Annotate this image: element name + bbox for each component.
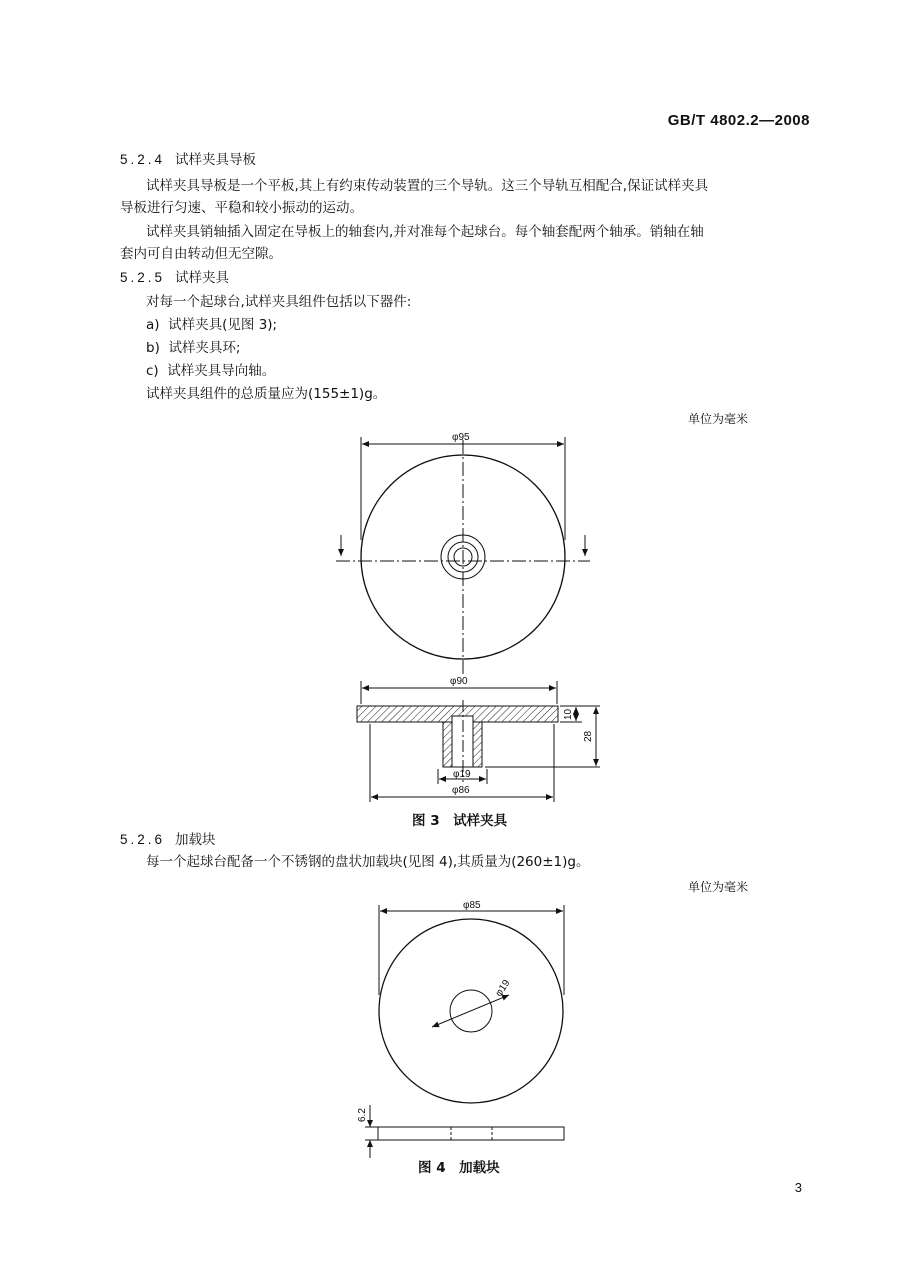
dim-section-top: φ90	[450, 676, 468, 687]
section-title: 加载块	[175, 832, 216, 848]
list-marker: c)	[146, 363, 159, 379]
dim-outer: φ85	[463, 900, 481, 911]
list-marker: a)	[146, 317, 160, 333]
paragraph-line: 导板进行匀速、平稳和较小振动的运动。	[120, 200, 363, 216]
dim-hub: φ19	[453, 769, 471, 780]
paragraph-line: 对每一个起球台,试样夹具组件包括以下器件:	[146, 294, 412, 310]
figure3-section-view	[357, 681, 600, 802]
list-text: 试样夹具(见图 3);	[168, 317, 278, 333]
paragraph-line: 试样夹具组件的总质量应为(155±1)g。	[146, 386, 387, 402]
dim-plate-thickness: 6.2	[357, 1108, 368, 1122]
section-number: 5.2.6	[120, 832, 166, 847]
dim-height: 28	[583, 730, 594, 742]
paragraph-line: 试样夹具销轴插入固定在导板上的轴套内,并对准每个起球台。每个轴套配两个轴承。销轴在轴	[146, 224, 704, 240]
list-text: 试样夹具导向轴。	[167, 363, 276, 379]
paragraph-line: 试样夹具导板是一个平板,其上有约束传动装置的三个导轨。这三个导轨互相配合,保证试样夹具	[146, 178, 709, 194]
section-number: 5.2.5	[120, 270, 166, 285]
figure4-side-view	[365, 1105, 564, 1158]
section-title: 试样夹具导板	[175, 152, 257, 168]
figure4-unit-note: 单位为毫米	[688, 880, 749, 894]
page-number: 3	[794, 1180, 802, 1195]
paragraph-line: 套内可自由转动但无空隙。	[120, 246, 282, 262]
list-marker: b)	[146, 340, 160, 356]
dim-bottom: φ86	[452, 785, 470, 796]
figure4-caption: 图 4 加载块	[418, 1160, 500, 1176]
figure4-top-view	[379, 905, 564, 1103]
section-5-2-6-heading	[120, 830, 216, 850]
section-number: 5.2.4	[120, 152, 166, 167]
figure3-unit-note: 单位为毫米	[688, 412, 749, 426]
paragraph-line: 每一个起球台配备一个不锈钢的盘状加载块(见图 4),其质量为(260±1)g。	[146, 854, 590, 870]
figure3-caption: 图 3 试样夹具	[412, 813, 508, 829]
figure3-top-view	[336, 437, 590, 675]
section-title: 试样夹具	[175, 270, 230, 286]
dim-top-diameter: φ95	[452, 432, 470, 443]
list-text: 试样夹具环;	[168, 340, 241, 356]
dim-inner: φ19	[493, 977, 513, 999]
dim-thickness: 10	[563, 708, 574, 720]
standard-code: GB/T 4802.2—2008	[667, 112, 810, 129]
